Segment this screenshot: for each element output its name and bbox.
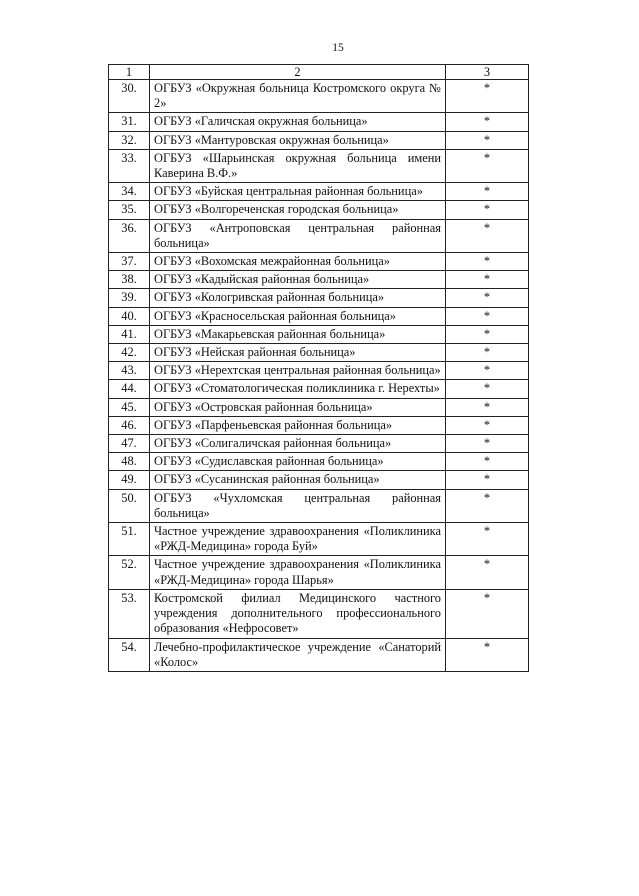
inclusion-mark-cell: * (446, 149, 529, 182)
page-number: 15 (332, 42, 344, 54)
inclusion-mark-cell: * (446, 271, 529, 289)
row-number-cell: 35. (109, 201, 150, 219)
table-row (109, 471, 529, 489)
table-row (109, 523, 529, 556)
organization-name-cell: ОГБУЗ «Мантуровская окружная больница» (150, 131, 446, 149)
inclusion-mark-cell: * (446, 453, 529, 471)
table-row (109, 638, 529, 671)
table-row (109, 183, 529, 201)
inclusion-mark-cell: * (446, 380, 529, 398)
table-row (109, 556, 529, 589)
organization-name-cell: ОГБУЗ «Макарьевская районная больница» (150, 325, 446, 343)
row-number-cell: 48. (109, 453, 150, 471)
row-number-cell: 36. (109, 219, 150, 252)
organization-name-cell: ОГБУЗ «Солигаличская районная больница» (150, 435, 446, 453)
row-number-cell: 42. (109, 344, 150, 362)
inclusion-mark-cell: * (446, 131, 529, 149)
medical-organizations-table (108, 64, 529, 672)
inclusion-mark-cell: * (446, 556, 529, 589)
table-row (109, 344, 529, 362)
organization-name-cell: ОГБУЗ «Галичская окружная больница» (150, 113, 446, 131)
inclusion-mark-cell: * (446, 416, 529, 434)
organization-name-cell: ОГБУЗ «Волгореченская городская больница» (150, 201, 446, 219)
inclusion-mark-cell: * (446, 638, 529, 671)
inclusion-mark-cell: * (446, 201, 529, 219)
organization-name-cell: ОГБУЗ «Сусанинская районная больница» (150, 471, 446, 489)
organization-name-cell: Лечебно-профилактическое учреждение «Санаторий «Колос» (150, 638, 446, 671)
row-number-cell: 54. (109, 638, 150, 671)
row-number-cell: 30. (109, 80, 150, 113)
table-row (109, 113, 529, 131)
column-header-name: 2 (150, 65, 446, 80)
organization-name-cell: ОГБУЗ «Парфеньевская районная больница» (150, 416, 446, 434)
inclusion-mark-cell: * (446, 307, 529, 325)
inclusion-mark-cell: * (446, 489, 529, 522)
row-number-cell: 50. (109, 489, 150, 522)
organization-name-cell: ОГБУЗ «Островская районная больница» (150, 398, 446, 416)
organization-name-cell: ОГБУЗ «Стоматологическая поликлиника г. Нерехты» (150, 380, 446, 398)
table-row (109, 80, 529, 113)
inclusion-mark-cell: * (446, 523, 529, 556)
row-number-cell: 39. (109, 289, 150, 307)
organization-name-cell: ОГБУЗ «Вохомская межрайонная больница» (150, 253, 446, 271)
row-number-cell: 41. (109, 325, 150, 343)
organization-name-cell: Частное учреждение здравоохранения «Поликлиника «РЖД-Медицина» города Шарья» (150, 556, 446, 589)
row-number-cell: 31. (109, 113, 150, 131)
organization-name-cell: ОГБУЗ «Антроповская центральная районная больница» (150, 219, 446, 252)
organization-name-cell: ОГБУЗ «Кадыйская районная больница» (150, 271, 446, 289)
table-row (109, 589, 529, 638)
table-header-row (109, 65, 529, 80)
organization-name-cell: Костромской филиал Медицинского частного учреждения дополнительного профессионального образования «Нефросовет» (150, 589, 446, 638)
row-number-cell: 51. (109, 523, 150, 556)
organization-name-cell: Частное учреждение здравоохранения «Поликлиника «РЖД-Медицина» города Буй» (150, 523, 446, 556)
row-number-cell: 53. (109, 589, 150, 638)
table-row (109, 489, 529, 522)
table-row (109, 416, 529, 434)
inclusion-mark-cell: * (446, 471, 529, 489)
table-row (109, 131, 529, 149)
row-number-cell: 32. (109, 131, 150, 149)
table-row (109, 201, 529, 219)
row-number-cell: 49. (109, 471, 150, 489)
table-row (109, 289, 529, 307)
row-number-cell: 38. (109, 271, 150, 289)
organization-name-cell: ОГБУЗ «Чухломская центральная районная больница» (150, 489, 446, 522)
inclusion-mark-cell: * (446, 183, 529, 201)
table-row (109, 307, 529, 325)
organization-name-cell: ОГБУЗ «Кологривская районная больница» (150, 289, 446, 307)
row-number-cell: 46. (109, 416, 150, 434)
row-number-cell: 37. (109, 253, 150, 271)
table-row (109, 380, 529, 398)
table-row (109, 453, 529, 471)
inclusion-mark-cell: * (446, 435, 529, 453)
table-row (109, 219, 529, 252)
table-row (109, 149, 529, 182)
organization-name-cell: ОГБУЗ «Судиславская районная больница» (150, 453, 446, 471)
inclusion-mark-cell: * (446, 325, 529, 343)
column-header-mark: 3 (446, 65, 529, 80)
table-row (109, 362, 529, 380)
inclusion-mark-cell: * (446, 289, 529, 307)
inclusion-mark-cell: * (446, 362, 529, 380)
inclusion-mark-cell: * (446, 398, 529, 416)
table-row (109, 435, 529, 453)
inclusion-mark-cell: * (446, 219, 529, 252)
table-row (109, 253, 529, 271)
organization-name-cell: ОГБУЗ «Красносельская районная больница» (150, 307, 446, 325)
organization-name-cell: ОГБУЗ «Буйская центральная районная больница» (150, 183, 446, 201)
inclusion-mark-cell: * (446, 344, 529, 362)
row-number-cell: 40. (109, 307, 150, 325)
organization-name-cell: ОГБУЗ «Нерехтская центральная районная больница» (150, 362, 446, 380)
inclusion-mark-cell: * (446, 80, 529, 113)
inclusion-mark-cell: * (446, 589, 529, 638)
organization-name-cell: ОГБУЗ «Шарьинская окружная больница имени Каверина В.Ф.» (150, 149, 446, 182)
organization-name-cell: ОГБУЗ «Окружная больница Костромского округа № 2» (150, 80, 446, 113)
table-body (109, 65, 529, 672)
row-number-cell: 47. (109, 435, 150, 453)
inclusion-mark-cell: * (446, 253, 529, 271)
row-number-cell: 52. (109, 556, 150, 589)
organization-name-cell: ОГБУЗ «Нейская районная больница» (150, 344, 446, 362)
row-number-cell: 43. (109, 362, 150, 380)
table-row (109, 271, 529, 289)
column-header-number: 1 (109, 65, 150, 80)
table-row (109, 325, 529, 343)
row-number-cell: 33. (109, 149, 150, 182)
table-row (109, 398, 529, 416)
row-number-cell: 44. (109, 380, 150, 398)
row-number-cell: 34. (109, 183, 150, 201)
row-number-cell: 45. (109, 398, 150, 416)
inclusion-mark-cell: * (446, 113, 529, 131)
